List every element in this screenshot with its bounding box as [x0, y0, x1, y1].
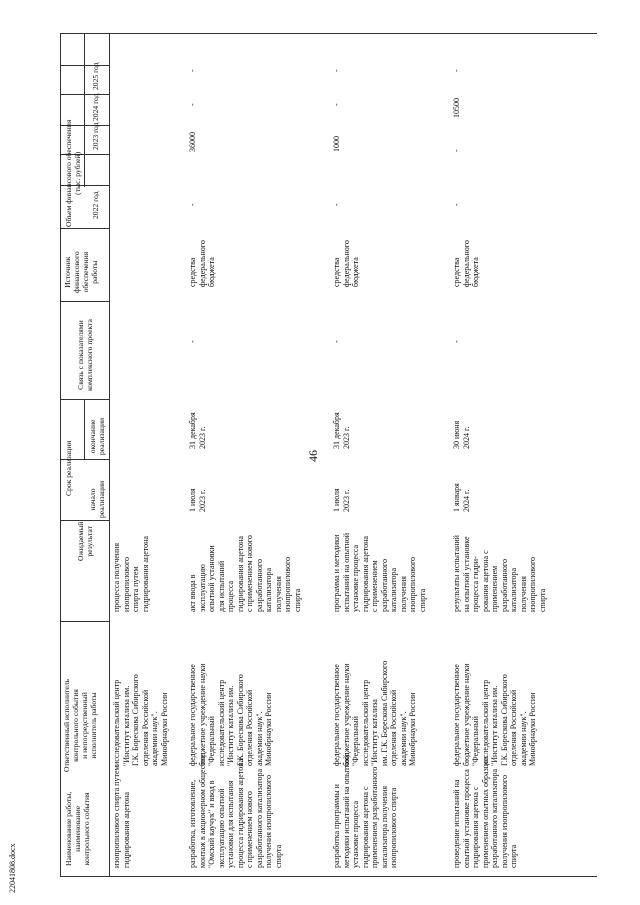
row-2023: -	[452, 149, 461, 152]
row-2024: -	[188, 103, 197, 106]
page-number: 46	[306, 450, 320, 462]
row-2022: -	[332, 203, 341, 206]
row-result: результаты испытаний на опытной установке процесса гидри- рования ацетона с применением разработанного катализатора получения изопропилового спирта	[452, 535, 547, 612]
header-source: Источник финансового обеспечения работы	[63, 251, 99, 293]
row-executor: федеральное государственное бюджетное учреждение науки "Федеральный исследовательский центр "Институт катализа им. Г.К. Борескова Сибирского отделения Российской академии наук". Минобрнауки России	[188, 663, 273, 766]
row-2022: -	[452, 203, 461, 206]
row-executor: федеральное государственное бюджетное учреждение науки "Федеральный исследовательский центр "Институт катализа им. Г.К. Борескова Сибирского отделения Российской академии наук". Минобрнауки России	[332, 660, 417, 766]
row-link: -	[332, 340, 341, 343]
row-end: 31 декабря 2023 г.	[188, 412, 207, 449]
row-2024: 10500	[452, 98, 461, 118]
header-start: начало реализации	[88, 480, 106, 518]
row-work-name: изопропилового спирта путем гидрирования ацетона	[112, 765, 131, 868]
row-source: средства федерального бюджета	[452, 240, 480, 287]
header-2022: 2022 год	[91, 191, 100, 219]
row-2022: -	[188, 203, 197, 206]
header-2023: 2023 год	[91, 122, 100, 150]
header-volume: Объем финансового обеспечения (тыс. рублей)	[64, 119, 82, 227]
header-2025: 2025 год	[91, 62, 100, 90]
row-result: программа и методики испытаний на опытной установке процесса гидрирования ацетона с применением разработанного катализатора получения изопропилового спирта	[332, 532, 427, 612]
row-link: -	[188, 340, 197, 343]
row-work-name: разработка программы и методики испытаний на опытной установке процесса гидрирования ацетона с применением разработанного катализатора получения изопропилового спирта	[332, 754, 398, 868]
row-source: средства федерального бюджета	[332, 240, 360, 287]
row-work-name: проведение испытаний на опытной установке процесса гидрирования ацетона с применением опытных образцов разработанного катализатора получения изопропилового спирта	[452, 756, 518, 868]
row-2025: -	[452, 69, 461, 72]
row-result: акт ввода в эксплуатацию опытной установки для испытаний процесса гидрирования ацетона с применением нового разработанного катализатора получения изопропилового спирта	[188, 535, 302, 612]
header-2024: 2024 год	[91, 93, 100, 121]
row-work-name: разработка, изготовление, монтаж в акционерном обществе "Омский каучук" и ввод в эксплуатацию опытной установки для испытания процесса гидрирования ацетона с применением нового разработанного катализатора получения изопропилового спирта	[188, 754, 283, 868]
header-period: Срок реализации	[64, 440, 73, 496]
header-result: Ожидаемый результат	[76, 521, 94, 561]
row-start: 1 января 2024 г.	[452, 483, 471, 512]
row-end: 31 декабря 2023 г.	[332, 412, 351, 449]
document-filename: 22041808.docx	[8, 843, 17, 893]
row-2025: -	[188, 69, 197, 72]
row-2025: -	[332, 69, 341, 72]
row-link: -	[452, 340, 461, 343]
row-result: процесса получения изопропилового спирта путем гидрирования ацетона	[112, 536, 150, 612]
row-start: 1 июля 2023 г.	[188, 488, 207, 512]
row-source: средства федерального бюджета	[188, 240, 216, 287]
row-start: 1 июля 2023 г.	[332, 488, 351, 512]
row-executor: федеральное государственное бюджетное учреждение науки "Федеральный исследовательский центр "Институт катализа им. Г.К. Борескова Сибирского отделения Российской академии наук". Минобрнауки России	[452, 663, 537, 766]
header-executor: Ответственный исполнитель контрольного события и непосредственный исполнитель работы	[62, 679, 98, 772]
row-executor: исследовательский центр "Институт катализа им. Г.К. Борескова Сибирского отделения Российской академии наук". Минобрнауки России	[112, 674, 169, 766]
row-end: 30 июня 2024 г.	[452, 420, 471, 449]
row-2023: 36000	[188, 132, 197, 152]
row-2024: -	[332, 103, 341, 106]
header-work-name: Наименование работы, наименование контрольного события	[64, 791, 91, 866]
row-2023: 1000	[332, 136, 341, 152]
header-link: Связь с показателями комплексного проекта	[76, 319, 94, 391]
header-end: окончание реализации	[88, 417, 106, 455]
